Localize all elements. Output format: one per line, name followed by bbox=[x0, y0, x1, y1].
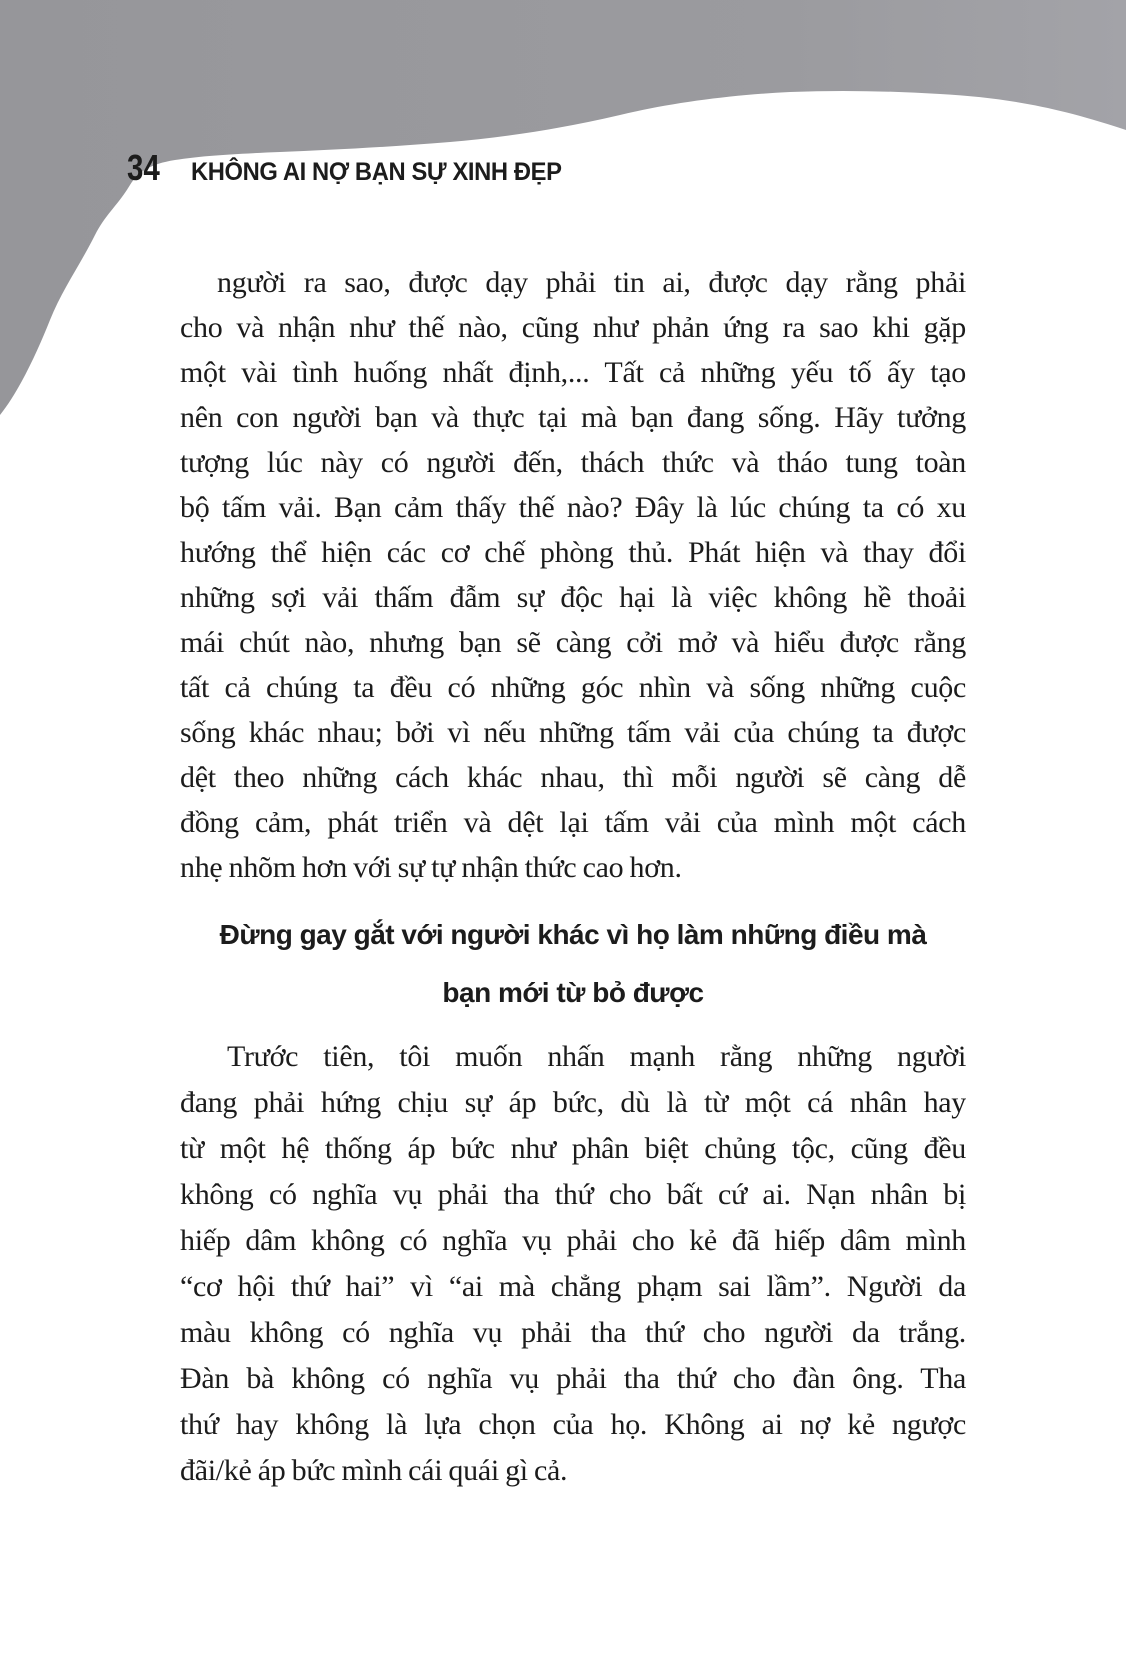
text-line: đồng cảm, phát triển và dệt lại tấm vải của mình một cách bbox=[180, 806, 966, 839]
text-line: một vài tình huống nhất định,... Tất cả những yếu tố ấy tạo bbox=[180, 356, 966, 389]
text-line: nên con người bạn và thực tại mà bạn đang sống. Hãy tưởng bbox=[180, 401, 966, 434]
text-line: sống khác nhau; bởi vì nếu những tấm vải của chúng ta được bbox=[180, 716, 966, 749]
text-line: mái chút nào, nhưng bạn sẽ càng cởi mở và hiểu được rằng bbox=[180, 626, 966, 659]
section-heading-line: bạn mới từ bỏ được bbox=[442, 977, 704, 1008]
text-line: người ra sao, được dạy phải tin ai, được dạy rằng phải bbox=[217, 266, 966, 299]
paragraph-2 bbox=[180, 1034, 966, 1494]
text-line: nhẹ nhõm hơn với sự tự nhận thức cao hơn. bbox=[180, 851, 682, 884]
text-line: thứ hay không là lựa chọn của họ. Không ai nợ kẻ ngược bbox=[180, 1408, 966, 1441]
text-line: dệt theo những cách khác nhau, thì mỗi người sẽ càng dễ bbox=[180, 761, 966, 794]
text-line: tượng lúc này có người đến, thách thức và tháo tung toàn bbox=[180, 446, 966, 479]
page-header bbox=[127, 147, 581, 188]
text-line: từ một hệ thống áp bức như phân biệt chủng tộc, cũng đều bbox=[180, 1132, 966, 1165]
text-line: Trước tiên, tôi muốn nhấn mạnh rằng những người bbox=[227, 1040, 966, 1073]
text-line: đãi/kẻ áp bức mình cái quái gì cả. bbox=[180, 1454, 568, 1487]
text-line: màu không có nghĩa vụ phải tha thứ cho người da trắng. bbox=[180, 1316, 966, 1349]
section-heading-line: Đừng gay gắt với người khác vì họ làm những điều mà bbox=[219, 919, 927, 950]
running-title: KHÔNG AI NỢ BẠN SỰ XINH ĐẸP bbox=[191, 158, 562, 186]
text-line: không có nghĩa vụ phải tha thứ cho bất cứ ai. Nạn nhân bị bbox=[180, 1178, 966, 1211]
text-line: bộ tấm vải. Bạn cảm thấy thế nào? Đây là lúc chúng ta có xu bbox=[180, 491, 966, 524]
text-line: hiếp dâm không có nghĩa vụ phải cho kẻ đã hiếp dâm mình bbox=[180, 1224, 966, 1257]
page-number: 34 bbox=[127, 147, 160, 188]
text-line: hướng thể hiện các cơ chế phòng thủ. Phát hiện và thay đổi bbox=[180, 536, 966, 569]
text-line: Đàn bà không có nghĩa vụ phải tha thứ cho đàn ông. Tha bbox=[180, 1362, 966, 1395]
text-line: tất cả chúng ta đều có những góc nhìn và sống những cuộc bbox=[180, 671, 966, 704]
section-heading bbox=[180, 906, 966, 1022]
text-line: đang phải hứng chịu sự áp bức, dù là từ một cá nhân hay bbox=[180, 1086, 966, 1119]
text-line: những sợi vải thấm đẫm sự độc hại là việc không hề thoải bbox=[180, 581, 966, 614]
text-line: cho và nhận như thế nào, cũng như phản ứng ra sao khi gặp bbox=[180, 311, 966, 344]
paragraph-1 bbox=[180, 260, 966, 890]
text-line: “cơ hội thứ hai” vì “ai mà chẳng phạm sai lầm”. Người da bbox=[180, 1270, 966, 1303]
